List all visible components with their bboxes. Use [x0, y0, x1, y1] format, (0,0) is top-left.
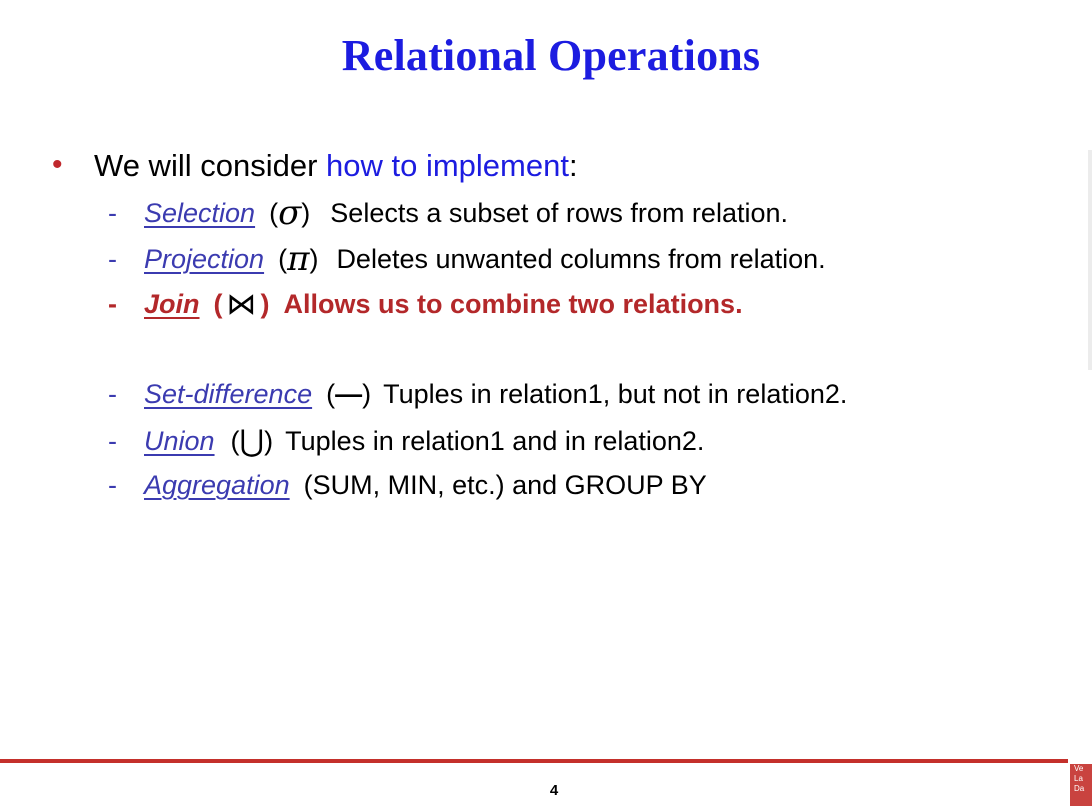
bullet-suffix: : — [568, 148, 578, 183]
dash-marker: - — [108, 289, 117, 319]
dash-marker: - — [108, 197, 117, 228]
edge-shadow — [1088, 150, 1092, 370]
operator-join — [214, 287, 270, 322]
paren-close: ) — [301, 197, 311, 228]
list-item-union — [108, 424, 704, 459]
description-projection: Deletes unwanted columns from relation. — [336, 243, 826, 274]
footer-divider — [0, 759, 1068, 763]
paren-open: ( — [269, 197, 279, 228]
paren-open: ( — [230, 426, 240, 456]
list-item-selection — [108, 193, 788, 233]
dash-marker: - — [108, 243, 117, 274]
paren-open: ( — [326, 379, 336, 409]
operator-set-difference — [326, 379, 371, 410]
logo-text-line: La — [1074, 774, 1083, 783]
paren-close: ) — [260, 289, 270, 319]
term-set-difference: Set-difference — [144, 379, 313, 409]
bullet-highlight: how to implement — [326, 148, 569, 183]
paren-close: ) — [362, 379, 372, 409]
list-item-projection — [108, 239, 826, 279]
term-join: Join — [144, 289, 200, 319]
bullet-text — [94, 148, 578, 184]
paren-open: ( — [213, 289, 223, 319]
slide-title: Relational Operations — [341, 31, 761, 80]
dash-marker: - — [108, 379, 117, 409]
union-symbol: ⋃ — [239, 425, 265, 458]
paren-close: ) — [309, 243, 319, 274]
operator-union — [231, 424, 274, 459]
page-number: 4 — [549, 782, 559, 799]
join-symbol: ⋈ — [226, 288, 257, 321]
pi-symbol: π — [287, 239, 310, 279]
paren-close: ) — [264, 426, 274, 456]
dash-marker: - — [108, 426, 117, 456]
logo-text-line: Ve — [1074, 764, 1084, 773]
bullet-prefix: We will consider — [94, 148, 327, 183]
term-projection: Projection — [144, 243, 265, 274]
description-set-difference: Tuples in relation1, but not in relation2. — [383, 379, 848, 409]
paren-open: ( — [278, 243, 288, 274]
operator-projection — [278, 239, 319, 279]
description-aggregation: (SUM, MIN, etc.) and GROUP BY — [303, 470, 707, 500]
description-union: Tuples in relation1 and in relation2. — [285, 426, 705, 456]
list-item-join — [108, 287, 743, 322]
corner-logo — [1070, 764, 1092, 806]
operator-selection — [269, 193, 311, 233]
term-selection: Selection — [144, 197, 256, 228]
sigma-symbol: σ — [278, 193, 302, 233]
term-union: Union — [144, 426, 215, 456]
list-item-set-difference — [108, 379, 847, 410]
term-aggregation: Aggregation — [144, 470, 290, 500]
dash-marker: - — [108, 470, 117, 500]
bullet-dot: • — [52, 148, 63, 181]
logo-text-line: Da — [1074, 784, 1085, 793]
list-item-aggregation — [108, 470, 707, 501]
minus-symbol: — — [335, 379, 363, 409]
description-join: Allows us to combine two relations. — [283, 289, 743, 319]
description-selection: Selects a subset of rows from relation. — [330, 197, 788, 228]
